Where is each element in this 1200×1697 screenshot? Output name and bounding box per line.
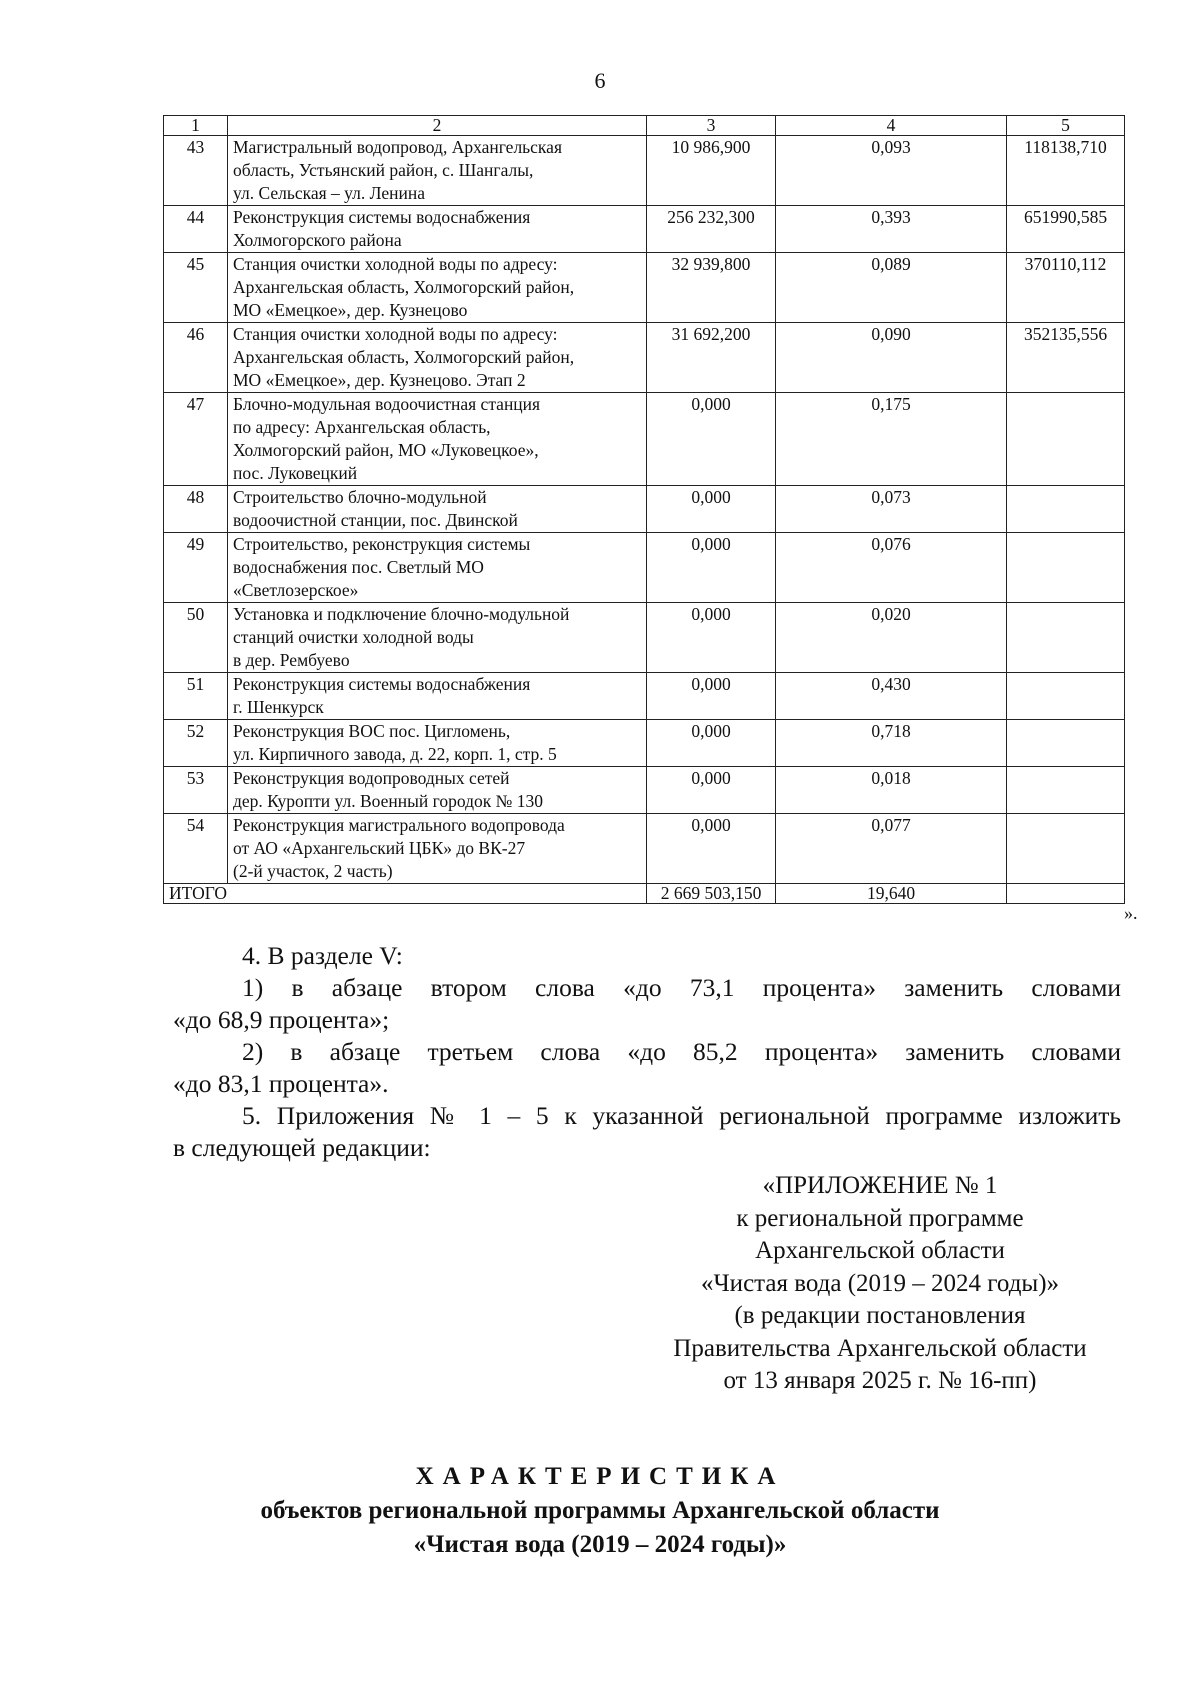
cell-c4: 0,073 <box>776 486 1007 533</box>
cell-c4: 0,718 <box>776 720 1007 767</box>
cell-name: Реконструкция ВОС пос. Цигломень, ул. Кирпичного завода, д. 22, корп. 1, стр. 5 <box>228 720 647 767</box>
cell-name: Реконструкция системы водоснабжения Холмогорского района <box>228 206 647 253</box>
cell-c5 <box>1007 673 1125 720</box>
table-row <box>164 767 1125 814</box>
table-row <box>164 814 1125 884</box>
title-line: ХАРАКТЕРИСТИКА <box>415 1463 785 1490</box>
cell-c3: 10 986,900 <box>647 136 776 206</box>
total-label: ИТОГО <box>164 884 647 904</box>
appendix-header <box>620 1170 1140 1398</box>
table-row <box>164 253 1125 323</box>
closing-quote: ». <box>1124 903 1138 923</box>
column-header: 4 <box>776 116 1007 136</box>
total-c4: 19,640 <box>776 884 1007 904</box>
cell-c5 <box>1007 720 1125 767</box>
cell-c4: 0,393 <box>776 206 1007 253</box>
section4-item2-line2: «до 83,1 процента». <box>173 1069 389 1098</box>
cell-c3: 0,000 <box>647 720 776 767</box>
cell-c4: 0,020 <box>776 603 1007 673</box>
cell-num: 51 <box>164 673 228 720</box>
cell-num: 45 <box>164 253 228 323</box>
cell-num: 44 <box>164 206 228 253</box>
page-number: 6 <box>594 68 606 93</box>
cell-c3: 32 939,800 <box>647 253 776 323</box>
cell-num: 52 <box>164 720 228 767</box>
document-title <box>0 1460 1200 1562</box>
title-line: «Чистая вода (2019 – 2024 годы)» <box>413 1531 787 1558</box>
section4-heading: 4. В разделе V: <box>242 941 403 970</box>
cell-c5 <box>1007 486 1125 533</box>
cell-c4: 0,430 <box>776 673 1007 720</box>
table-row <box>164 136 1125 206</box>
appendix-line: Правительства Архангельской области <box>673 1334 1087 1362</box>
cell-c3: 0,000 <box>647 767 776 814</box>
cell-c4: 0,090 <box>776 323 1007 393</box>
cell-name: Установка и подключение блочно-модульной станций очистки холодной воды в дер. Рембуево <box>228 603 647 673</box>
table-row <box>164 603 1125 673</box>
cell-num: 54 <box>164 814 228 884</box>
cell-c4: 0,018 <box>776 767 1007 814</box>
cell-c5 <box>1007 814 1125 884</box>
cell-c5: 352135,556 <box>1007 323 1125 393</box>
section4-item2-line1: 2) в абзаце третьем слова «до 85,2 процента» заменить словами <box>242 1037 1121 1066</box>
cell-name: Станция очистки холодной воды по адресу: Архангельская область, Холмогорский район, МО «Емецкое», дер. Кузнецово <box>228 253 647 323</box>
cell-name: Строительство блочно-модульной водоочистной станции, пос. Двинской <box>228 486 647 533</box>
cell-c4: 0,175 <box>776 393 1007 486</box>
total-row <box>164 884 1125 904</box>
column-header: 3 <box>647 116 776 136</box>
total-c3: 2 669 503,150 <box>647 884 776 904</box>
appendix-line: (в редакции постановления <box>734 1302 1026 1329</box>
cell-name: Реконструкция системы водоснабжения г. Шенкурск <box>228 673 647 720</box>
cell-c5 <box>1007 767 1125 814</box>
cell-name: Станция очистки холодной воды по адресу: Архангельская область, Холмогорский район, МО «Емецкое», дер. Кузнецово. Этап 2 <box>228 323 647 393</box>
cell-c4: 0,093 <box>776 136 1007 206</box>
cell-num: 50 <box>164 603 228 673</box>
title-line: объектов региональной программы Архангельской области <box>260 1497 940 1524</box>
cell-name: Реконструкция водопроводных сетей дер. Куропти ул. Военный городок № 130 <box>228 767 647 814</box>
cell-c3: 31 692,200 <box>647 323 776 393</box>
cell-name: Магистральный водопровод, Архангельская область, Устьянский район, с. Шангалы, ул. Сельская – ул. Ленина <box>228 136 647 206</box>
cell-c5: 651990,585 <box>1007 206 1125 253</box>
table-row <box>164 323 1125 393</box>
column-header: 1 <box>164 116 228 136</box>
cell-num: 49 <box>164 533 228 603</box>
cell-c3: 0,000 <box>647 486 776 533</box>
table-row <box>164 486 1125 533</box>
cell-num: 47 <box>164 393 228 486</box>
cell-c5: 118138,710 <box>1007 136 1125 206</box>
cell-c5 <box>1007 603 1125 673</box>
section4-item1-line2: «до 68,9 процента»; <box>173 1005 390 1034</box>
table-row <box>164 393 1125 486</box>
cell-name: Блочно-модульная водоочистная станция по адресу: Архангельская область, Холмогорский район, МО «Луковецкое», пос. Луковецкий <box>228 393 647 486</box>
section5-line2: в следующей редакции: <box>173 1133 431 1162</box>
cell-num: 53 <box>164 767 228 814</box>
table-row <box>164 206 1125 253</box>
cell-c3: 0,000 <box>647 393 776 486</box>
cell-name: Реконструкция магистрального водопровода от АО «Архангельский ЦБК» до ВК-27 (2-й участок, 2 часть) <box>228 814 647 884</box>
cell-c3: 0,000 <box>647 603 776 673</box>
cell-c5 <box>1007 393 1125 486</box>
table-row <box>164 533 1125 603</box>
cell-c3: 256 232,300 <box>647 206 776 253</box>
cell-c5: 370110,112 <box>1007 253 1125 323</box>
column-header: 2 <box>228 116 647 136</box>
table-row <box>164 720 1125 767</box>
appendix-line: Архангельской области <box>755 1237 1005 1264</box>
cell-name: Строительство, реконструкция системы водоснабжения пос. Светлый МО «Светлозерское» <box>228 533 647 603</box>
section5-line1: 5. Приложения № 1 – 5 к указанной региональной программе изложить <box>242 1101 1121 1130</box>
cell-num: 46 <box>164 323 228 393</box>
cell-c5 <box>1007 533 1125 603</box>
cell-num: 48 <box>164 486 228 533</box>
cell-c3: 0,000 <box>647 673 776 720</box>
total-c5 <box>1007 884 1125 904</box>
cell-c3: 0,000 <box>647 814 776 884</box>
section4-item1-line1: 1) в абзаце втором слова «до 73,1 процента» заменить словами <box>242 973 1121 1002</box>
cell-num: 43 <box>164 136 228 206</box>
appendix-line: «Чистая вода (2019 – 2024 годы)» <box>700 1269 1060 1297</box>
cell-c4: 0,077 <box>776 814 1007 884</box>
table-header-row <box>164 116 1125 136</box>
appendix-line: «ПРИЛОЖЕНИЕ № 1 <box>762 1172 998 1199</box>
column-header: 5 <box>1007 116 1125 136</box>
cell-c4: 0,089 <box>776 253 1007 323</box>
cell-c4: 0,076 <box>776 533 1007 603</box>
appendix-line: от 13 января 2025 г. № 16-пп) <box>723 1367 1037 1394</box>
table-row <box>164 673 1125 720</box>
cell-c3: 0,000 <box>647 533 776 603</box>
appendix-line: к региональной программе <box>736 1204 1024 1232</box>
objects-table <box>163 115 1125 904</box>
